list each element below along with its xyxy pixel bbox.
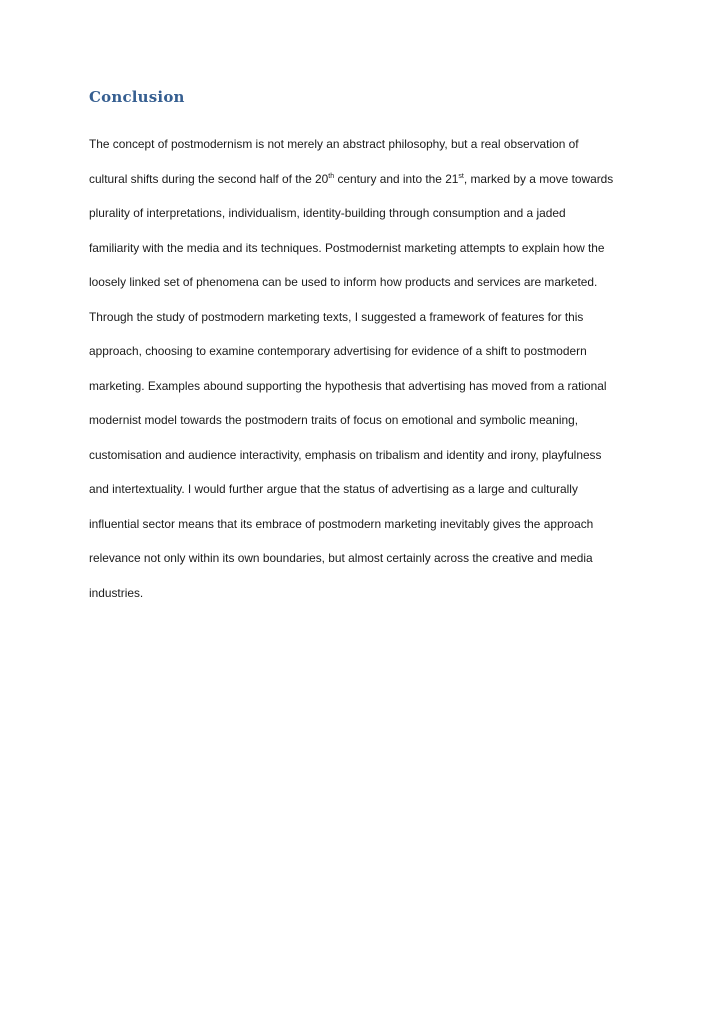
paragraph-line-10: customisation and audience interactivity, emphasis on tribalism and identity and irony, playfulness (89, 447, 602, 462)
paragraph-line-7: approach, choosing to examine contemporary advertising for evidence of a shift to postmodern (89, 344, 587, 358)
paragraph-line-5: loosely linked set of phenomena can be used to inform how products and services are marketed. (89, 275, 598, 289)
conclusion-paragraph (89, 127, 659, 610)
paragraph-line-12: influential sector means that its embrace of postmodern marketing inevitably gives the approach (89, 516, 594, 531)
paragraph-line-2 (89, 162, 659, 197)
paragraph-line-8: marketing. Examples abound supporting the hypothesis that advertising has moved from a rational (89, 378, 607, 393)
paragraph-line-3: plurality of interpretations, individualism, identity-building through consumption and a jaded (89, 206, 566, 220)
section-heading: Conclusion (89, 88, 185, 106)
superscript-th: th (328, 172, 335, 180)
paragraph-line-9: modernist model towards the postmodern traits of focus on emotional and symbolic meaning, (89, 413, 579, 427)
paragraph-line-1: The concept of postmodernism is not merely an abstract philosophy, but a real observation of (89, 137, 579, 151)
paragraph-line-6: Through the study of postmodern marketing texts, I suggested a framework of features for this (89, 309, 584, 324)
line-2-part-b: century and into the 21 (334, 171, 459, 186)
paragraph-line-13: relevance not only within its own boundaries, but almost certainly across the creative and media (89, 551, 593, 565)
line-2-part-c: , marked by a move towards (463, 171, 614, 186)
paragraph-line-11: and intertextuality. I would further argue that the status of advertising as a large and culturally (89, 482, 578, 496)
line-2-part-a: cultural shifts during the second half of the 20 (89, 171, 329, 186)
superscript-st: st (458, 172, 464, 180)
paragraph-line-14: industries. (89, 585, 144, 600)
paragraph-line-4: familiarity with the media and its techniques. Postmodernist marketing attempts to explain how the (89, 240, 605, 255)
